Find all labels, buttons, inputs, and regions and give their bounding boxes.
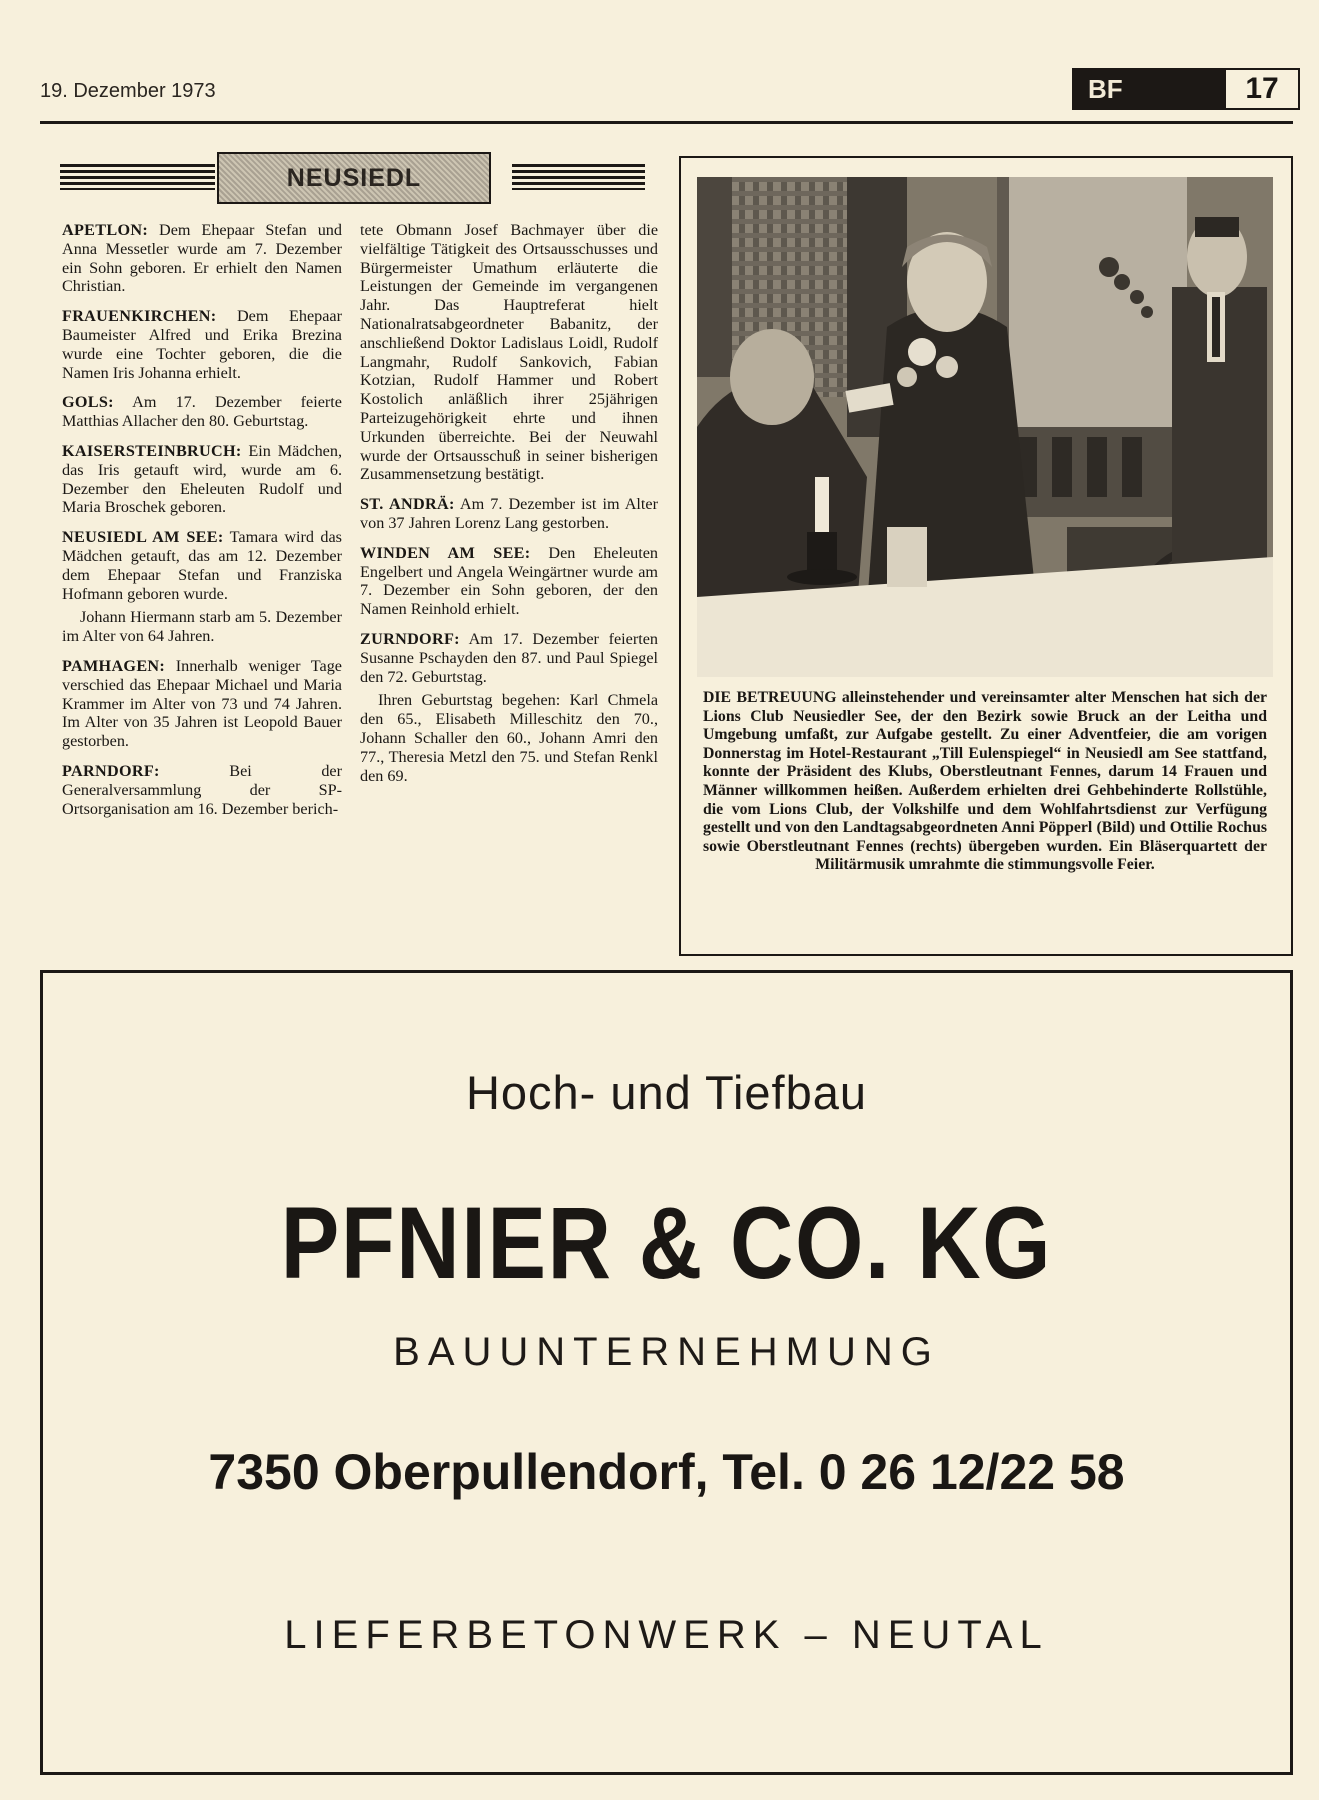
- news-text: Den Eheleuten Engelbert und Angela Weingärtner wurde am 7. Dezember ein Sohn geboren, der den Namen Reinhold erhielt.: [360, 543, 658, 619]
- news-item-parndorf: [62, 762, 342, 818]
- news-item-frauenkirchen: [62, 307, 342, 382]
- event-photo: [697, 177, 1273, 677]
- news-item-pamhagen: [62, 657, 342, 751]
- issue-date: 19. Dezember 1973: [40, 80, 216, 102]
- ad-business-type: BAUUNTERNEHMUNG: [393, 1330, 940, 1374]
- news-item-apetlon: [62, 221, 342, 296]
- news-place: NEUSIEDL AM SEE:: [62, 528, 224, 547]
- news-item-neusiedl-death: [62, 608, 342, 646]
- news-place: GOLS:: [62, 393, 114, 412]
- banner-right-rules: [512, 164, 645, 190]
- publication-label: BF: [1074, 70, 1224, 108]
- news-text: Innerhalb weniger Tage verschied das Ehepaar Michael und Maria Krammer im Alter von 73 und 74 Jahren. Im Alter von 35 Jahren ist Leopold Bauer gestorben.: [62, 656, 342, 751]
- news-item-neusiedl: [62, 528, 342, 603]
- news-item-gols: [62, 393, 342, 431]
- news-item-zurndorf: [360, 630, 658, 686]
- news-item-zurndorf-birthdays: [360, 691, 658, 785]
- page-number: 17: [1224, 70, 1298, 108]
- news-place: APETLON:: [62, 221, 149, 239]
- news-text: Dem Ehepaar Baumeister Alfred und Erika Brezina wurde eine Tochter geboren, die die Namen Iris Johanna erhielt.: [62, 307, 342, 382]
- news-item-kaisersteinbruch: [62, 442, 342, 517]
- news-place: KAISERSTEINBRUCH:: [62, 441, 242, 460]
- news-text: Am 17. Dezember feierte Matthias Allacher den 80. Geburtstag.: [62, 393, 342, 431]
- news-text: Ein Mädchen, das Iris getauft wird, wurde am 6. Dezember den Eheleuten Rudolf und Maria Broschek geboren.: [62, 441, 342, 517]
- news-text: Am 7. Dezember ist im Alter von 37 Jahren Lorenz Lang gestorben.: [360, 495, 658, 532]
- news-place: PAMHAGEN:: [62, 656, 166, 675]
- photo-caption: DIE BETREUUNG alleinstehender und vereinsamter alter Menschen hat sich der Lions Club Neusiedler See, der den Bezirk sowie Bruck an der Leitha und Umgebung umfaßt, zur Aufgabe gestellt. Zu einer Adventfeier, die am vorigen Donnerstag im Hotel-Restaurant „Till Eulenspiegel“ in Neusiedl am See stattfand, konnte der Präsident des Klubs, Oberstleutnant Fennes, darum 14 Frauen und Männer willkommen heißen. Außerdem erhielten drei Gehbehinderte Rollstühle, die vom Lions Club, der Volkshilfe und dem Wohlfahrtsdienst zur Verfügung gestellt und von den Landtagsabgeordneten Anni Pöpperl (Bild) und Ottilie Rochus sowie Oberstleutnant Fennes (rechts) übergeben wurden. Ein Bläserquartett der Militärmusik umrahmte die stimmungsvolle Feier.: [703, 689, 1267, 874]
- ad-company-name: PFNIER & CO. KG: [280, 1186, 1053, 1300]
- event-photo-image: [697, 177, 1273, 677]
- news-item-st-andrae: [360, 495, 658, 533]
- section-banner: NEUSIEDL: [217, 152, 491, 204]
- page-header-box: [1072, 68, 1300, 110]
- news-text: Am 17. Dezember feierten Susanne Pschayden den 87. und Paul Spiegel den 72. Geburtstag.: [360, 629, 658, 686]
- news-text: Dem Ehepaar Stefan und Anna Messetler wurde am 7. Dezember ein Sohn geboren. Er erhielt den Namen Christian.: [62, 221, 342, 296]
- news-place: PARNDORF:: [62, 761, 160, 780]
- news-place: FRAUENKIRCHEN:: [62, 307, 217, 326]
- news-text: Bei der Generalversammlung der SP-Ortsorganisation am 16. Dezember berich-: [62, 761, 342, 818]
- news-text: Ihren Geburtstag begehen: Karl Chmela den 65., Elisabeth Milleschitz den 70., Johann Schaller den 60., Johann Amri den 77., Theresia Metzl den 75. und Stefan Renkl den 69.: [360, 691, 658, 785]
- news-text: tete Obmann Josef Bachmayer über die vielfältige Tätigkeit des Ortsausschusses und Bürgermeister Umathum erläuterte die Leistungen der Gemeinde im vergangenen Jahr. Das Hauptreferat hielt Nationalratsabgeordneter Babanitz, der anschließend Doktor Ladislaus Loidl, Rudolf Langmahr, Rudolf Sankovich, Fabian Kotzian, Rudolf Hammer und Robert Kostolich anläßlich ihrer 25jährigen Parteizugehörigkeit ehrte und ihnen Urkunden überreichte. Bei der Neuwahl wurde der Ortsausschuß in seiner bisherigen Zusammensetzung bestätigt.: [360, 221, 658, 484]
- ad-concrete-plant: LIEFERBETONWERK – NEUTAL: [284, 1613, 1049, 1657]
- ad-address: 7350 Oberpullendorf, Tel. 0 26 12/22 58: [208, 1444, 1125, 1500]
- news-text: Tamara wird das Mädchen getauft, das am 12. Dezember dem Ehepaar Stefan und Franziska Hofmann geboren wurde.: [62, 528, 342, 603]
- ad-subtitle: Hoch- und Tiefbau: [465, 1066, 868, 1119]
- banner-left-rules: [60, 164, 215, 190]
- news-place: ST. ANDRÄ:: [360, 495, 455, 514]
- news-place: ZURNDORF:: [360, 629, 460, 648]
- news-place: WINDEN AM SEE:: [360, 543, 531, 562]
- news-text: Johann Hiermann starb am 5. Dezember im Alter von 64 Jahren.: [62, 608, 342, 646]
- news-column-2: [360, 221, 658, 796]
- header-divider: [40, 121, 1293, 124]
- news-column-1: [62, 221, 342, 829]
- news-item-parndorf-continued: [360, 221, 658, 484]
- news-item-winden: [360, 544, 658, 619]
